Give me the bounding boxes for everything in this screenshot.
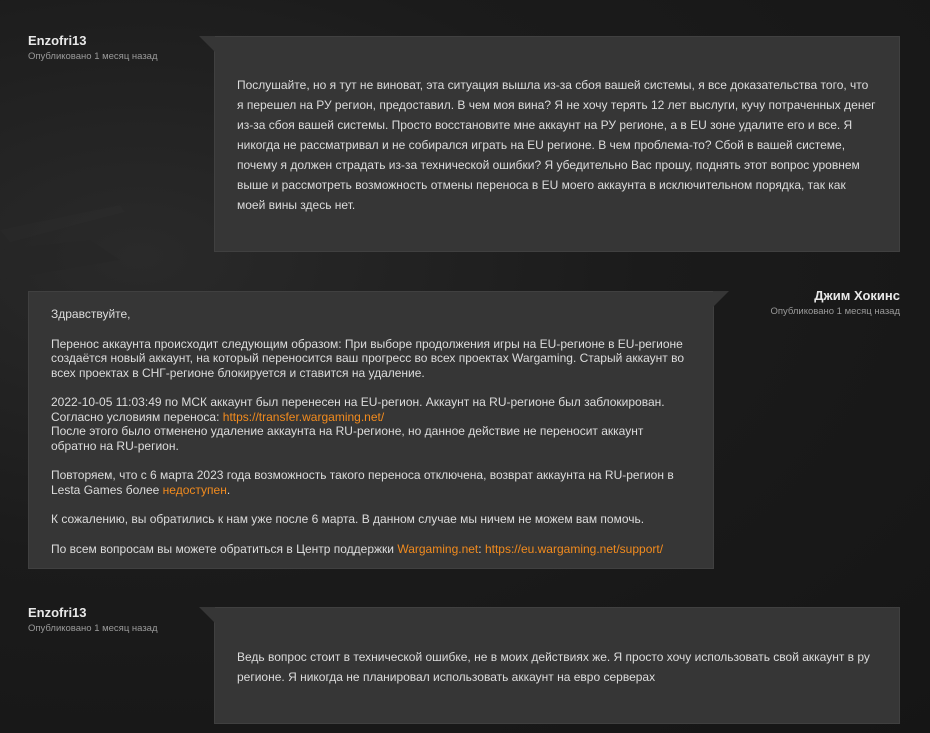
post-date: Опубликовано 1 месяц назад bbox=[28, 51, 158, 62]
comment-bubble bbox=[214, 36, 900, 252]
comment-author-block bbox=[28, 33, 158, 62]
post-date: Опубликовано 1 месяц назад bbox=[770, 306, 900, 317]
reply-paragraph: Повторяем, что с 6 марта 2023 года возможность такого переноса отключена, возврат аккаунта на RU-регион в Lesta Games более недоступен. bbox=[51, 468, 674, 497]
comment-text: Ведь вопрос стоит в технической ошибке, не в моих действиях же. Я просто хочу использовать свой аккаунт в ру регионе. Я никогда не планировал использовать аккаунт на евро серверах bbox=[237, 650, 870, 684]
reply-paragraph: К сожалению, вы обратились к нам уже после 6 марта. В данном случае мы ничем не можем вам помочь. bbox=[51, 512, 645, 526]
deletion-cancel-text: После этого было отменено удаление аккаунта на RU-регионе, но данное действие не переносит аккаунт обратно на RU-регион. bbox=[51, 424, 644, 453]
transfer-link[interactable]: https://transfer.wargaming.net/ bbox=[222, 409, 385, 424]
reply-greeting: Здравствуйте, bbox=[51, 307, 131, 321]
comment-text: Послушайте, но я тут не виноват, эта ситуация вышла из-за сбоя вашей системы, я все доказательства того, что я перешел на РУ регион, предоставил. В чем моя вина? Я не хочу терять 12 лет выслуги, кучу потраченных денег из-за сбоя вашей системы. Просто восстановите мне аккаунт на РУ регионе, а в EU зоне удалите его и все. Я никогда не рассматривал и не собирался играть на EU регионе. В чем проблема-то? Сбой в вашей системе, почему я должен страдать из-за технической ошибки? Я убедительно Вас прошу, поднять этот вопрос уровнем выше и рассмотреть возможность отмены переноса в EU моего аккаунта в исключительном порядка, так как моей вины здесь нет. bbox=[237, 78, 876, 212]
reply-paragraph: По всем вопросам вы можете обратиться в Центр поддержки Wargaming.net: https://eu.wargaming.net/support/ bbox=[51, 541, 664, 556]
transfer-date-text: 2022-10-05 11:03:49 по МСК аккаунт был перенесен на EU-регион. Аккаунт на RU-регионе был заблокирован. bbox=[51, 395, 665, 409]
tank-silhouette-decoration bbox=[0, 170, 200, 290]
reply-paragraph bbox=[51, 395, 691, 453]
author-name[interactable]: Джим Хокинс bbox=[814, 288, 900, 303]
wargaming-link[interactable]: Wargaming.net bbox=[397, 541, 479, 556]
author-name[interactable]: Enzofri13 bbox=[28, 33, 87, 48]
reply-bubble bbox=[28, 291, 714, 569]
transfer-conditions-label: Согласно условиям переноса: bbox=[51, 409, 223, 424]
unavailable-link[interactable]: недоступен bbox=[162, 482, 227, 497]
comment-bubble bbox=[214, 607, 900, 724]
post-date: Опубликовано 1 месяц назад bbox=[28, 623, 158, 634]
support-link[interactable]: https://eu.wargaming.net/support/ bbox=[484, 541, 664, 556]
reply-paragraph: Перенос аккаунта происходит следующим образом: При выборе продолжения игры на EU-регионе в EU-регионе создаётся новый аккаунт, на который переносится ваш прогресс во всех проектах Wargaming. Старый аккаунт во всех проектах в СНГ-регионе блокируется и ставится на удаление. bbox=[51, 336, 684, 380]
comment-author-block bbox=[770, 288, 900, 317]
author-name[interactable]: Enzofri13 bbox=[28, 605, 87, 620]
comment-author-block bbox=[28, 605, 158, 634]
